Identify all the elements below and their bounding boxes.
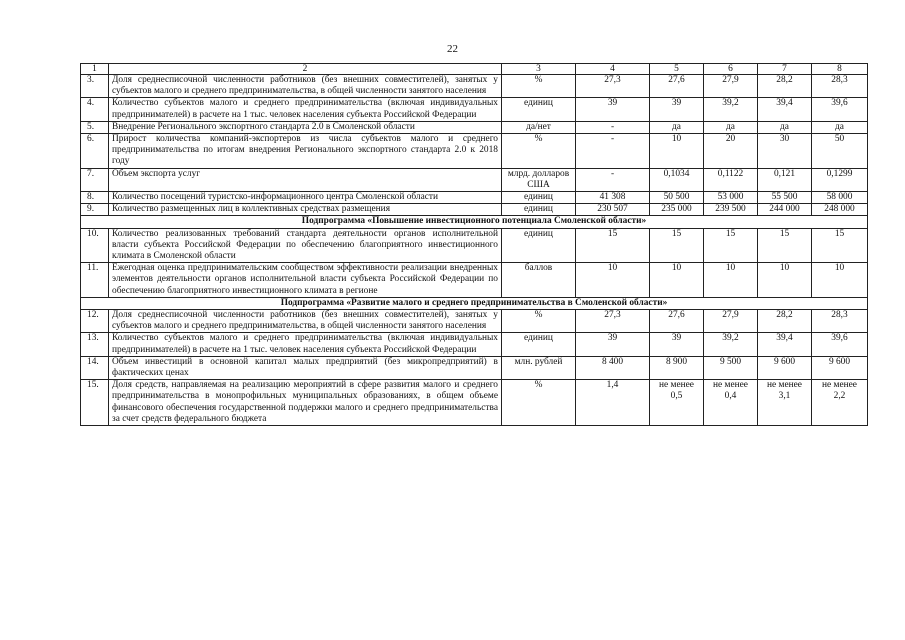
- column-number-cell: 5: [650, 64, 704, 75]
- column-number-cell: 1: [81, 64, 109, 75]
- table-row: [81, 121, 868, 133]
- unit-cell: единиц: [502, 228, 576, 263]
- value-cell: не менее 3,1: [758, 380, 812, 426]
- value-cell: 27,6: [650, 310, 704, 333]
- value-cell: не менее 0,5: [650, 380, 704, 426]
- row-number: 8.: [81, 192, 109, 204]
- value-cell: 248 000: [812, 204, 868, 216]
- row-number: 11.: [81, 263, 109, 298]
- indicators-table: [80, 63, 868, 426]
- value-cell: 15: [650, 228, 704, 263]
- value-cell: 27,3: [576, 310, 650, 333]
- table-row: [81, 228, 868, 263]
- value-cell: 28,2: [758, 310, 812, 333]
- value-cell: 15: [758, 228, 812, 263]
- value-cell: 10: [704, 263, 758, 298]
- value-cell: 50 500: [650, 192, 704, 204]
- value-cell: 39: [650, 333, 704, 356]
- value-cell: 230 507: [576, 204, 650, 216]
- column-number-row: [81, 64, 868, 75]
- value-cell: 41 308: [576, 192, 650, 204]
- unit-cell: %: [502, 134, 576, 169]
- value-cell: не менее 0,4: [704, 380, 758, 426]
- column-number-cell: 8: [812, 64, 868, 75]
- value-cell: 244 000: [758, 204, 812, 216]
- value-cell: 27,6: [650, 75, 704, 98]
- indicator-description: Прирост количества компаний-экспортеров из числа субъектов малого и среднего предпринимательства по итогам внедрения Регионального экспортного стандарта 2.0 к 2018 году: [109, 134, 502, 169]
- subprogram-header-row: [81, 216, 868, 228]
- value-cell: 27,3: [576, 75, 650, 98]
- unit-cell: млн. рублей: [502, 356, 576, 379]
- table-row: [81, 204, 868, 216]
- value-cell: 10: [576, 263, 650, 298]
- column-number-cell: 4: [576, 64, 650, 75]
- table-row: [81, 263, 868, 298]
- value-cell: 0,1299: [812, 168, 868, 191]
- value-cell: 39: [650, 98, 704, 121]
- row-number: 6.: [81, 134, 109, 169]
- value-cell: да: [758, 121, 812, 133]
- value-cell: 39,4: [758, 333, 812, 356]
- value-cell: 10: [758, 263, 812, 298]
- column-number-cell: 6: [704, 64, 758, 75]
- unit-cell: %: [502, 75, 576, 98]
- unit-cell: %: [502, 310, 576, 333]
- row-number: 9.: [81, 204, 109, 216]
- value-cell: 39,6: [812, 98, 868, 121]
- indicator-description: Доля средств, направляемая на реализацию мероприятий в сфере развития малого и среднего предпринимательства в монопрофильных муниципальных образованиях, в общем объеме финансового обеспечения государственной поддержки малого и среднего предпринимательства за счет средств федерального бюджета: [109, 380, 502, 426]
- value-cell: 239 500: [704, 204, 758, 216]
- value-cell: 28,3: [812, 75, 868, 98]
- table-row: [81, 333, 868, 356]
- unit-cell: баллов: [502, 263, 576, 298]
- value-cell: 10: [650, 134, 704, 169]
- value-cell: да: [650, 121, 704, 133]
- row-number: 10.: [81, 228, 109, 263]
- indicator-description: Количество посещений туристско-информационного центра Смоленской области: [109, 192, 502, 204]
- indicator-description: Ежегодная оценка предпринимательским сообществом эффективности реализации внедренных элементов деятельности органов исполнительной власти субъекта Российской Федерации по обеспечению благоприятного инвестиционного климата в регионе: [109, 263, 502, 298]
- table-row: [81, 168, 868, 191]
- value-cell: 235 000: [650, 204, 704, 216]
- value-cell: 20: [704, 134, 758, 169]
- value-cell: 55 500: [758, 192, 812, 204]
- value-cell: 15: [812, 228, 868, 263]
- value-cell: 39: [576, 333, 650, 356]
- indicator-description: Доля среднесписочной численности работников (без внешних совместителей), занятых у субъектов малого и среднего предпринимательства, в общей численности занятого населения: [109, 310, 502, 333]
- value-cell: -: [576, 168, 650, 191]
- table-row: [81, 356, 868, 379]
- page-number: 22: [447, 43, 458, 55]
- column-number-cell: 2: [109, 64, 502, 75]
- value-cell: 27,9: [704, 75, 758, 98]
- value-cell: да: [704, 121, 758, 133]
- table-row: [81, 380, 868, 426]
- unit-cell: млрд. долларов США: [502, 168, 576, 191]
- row-number: 14.: [81, 356, 109, 379]
- indicator-description: Количество субъектов малого и среднего предпринимательства (включая индивидуальных предпринимателей) в расчете на 1 тыс. человек населения субъекта Российской Федерации: [109, 98, 502, 121]
- value-cell: 10: [650, 263, 704, 298]
- value-cell: 39,2: [704, 333, 758, 356]
- unit-cell: единиц: [502, 98, 576, 121]
- value-cell: 15: [576, 228, 650, 263]
- value-cell: 15: [704, 228, 758, 263]
- row-number: 13.: [81, 333, 109, 356]
- row-number: 12.: [81, 310, 109, 333]
- value-cell: да: [812, 121, 868, 133]
- table-row: [81, 75, 868, 98]
- subprogram-title: Подпрограмма «Повышение инвестиционного потенциала Смоленской области»: [81, 216, 868, 228]
- value-cell: 53 000: [704, 192, 758, 204]
- column-number-cell: 3: [502, 64, 576, 75]
- unit-cell: да/нет: [502, 121, 576, 133]
- value-cell: 9 600: [758, 356, 812, 379]
- value-cell: 0,121: [758, 168, 812, 191]
- value-cell: -: [576, 134, 650, 169]
- row-number: 3.: [81, 75, 109, 98]
- indicator-description: Внедрение Регионального экспортного стандарта 2.0 в Смоленской области: [109, 121, 502, 133]
- indicator-description: Объем экспорта услуг: [109, 168, 502, 191]
- row-number: 5.: [81, 121, 109, 133]
- value-cell: 0,1034: [650, 168, 704, 191]
- indicator-description: Доля среднесписочной численности работников (без внешних совместителей), занятых у субъектов малого и среднего предпринимательства, в общей численности занятого населения: [109, 75, 502, 98]
- value-cell: 50: [812, 134, 868, 169]
- value-cell: 30: [758, 134, 812, 169]
- value-cell: 39: [576, 98, 650, 121]
- subprogram-title: Подпрограмма «Развитие малого и среднего предпринимательства в Смоленской области»: [81, 297, 868, 309]
- unit-cell: единиц: [502, 192, 576, 204]
- value-cell: 10: [812, 263, 868, 298]
- table-row: [81, 192, 868, 204]
- value-cell: 9 600: [812, 356, 868, 379]
- value-cell: 28,2: [758, 75, 812, 98]
- value-cell: 58 000: [812, 192, 868, 204]
- indicator-description: Количество реализованных требований стандарта деятельности органов исполнительной власти субъекта Российской Федерации по обеспечению благоприятного инвестиционного климата в Смоленской области: [109, 228, 502, 263]
- value-cell: 28,3: [812, 310, 868, 333]
- indicator-description: Количество субъектов малого и среднего предпринимательства (включая индивидуальных предпринимателей) в расчете на 1 тыс. человек населения субъекта Российской Федерации: [109, 333, 502, 356]
- value-cell: не менее 2,2: [812, 380, 868, 426]
- value-cell: -: [576, 121, 650, 133]
- value-cell: 39,4: [758, 98, 812, 121]
- row-number: 4.: [81, 98, 109, 121]
- value-cell: 8 900: [650, 356, 704, 379]
- value-cell: 39,6: [812, 333, 868, 356]
- unit-cell: единиц: [502, 333, 576, 356]
- table-row: [81, 310, 868, 333]
- table-row: [81, 98, 868, 121]
- indicator-description: Объем инвестиций в основной капитал малых предприятий (без микропредприятий) в фактических ценах: [109, 356, 502, 379]
- unit-cell: %: [502, 380, 576, 426]
- unit-cell: единиц: [502, 204, 576, 216]
- value-cell: 8 400: [576, 356, 650, 379]
- value-cell: 1,4: [576, 380, 650, 426]
- row-number: 15.: [81, 380, 109, 426]
- value-cell: 39,2: [704, 98, 758, 121]
- row-number: 7.: [81, 168, 109, 191]
- subprogram-header-row: [81, 297, 868, 309]
- column-number-cell: 7: [758, 64, 812, 75]
- value-cell: 27,9: [704, 310, 758, 333]
- table-row: [81, 134, 868, 169]
- indicator-description: Количество размещенных лиц в коллективных средствах размещения: [109, 204, 502, 216]
- value-cell: 0,1122: [704, 168, 758, 191]
- value-cell: 9 500: [704, 356, 758, 379]
